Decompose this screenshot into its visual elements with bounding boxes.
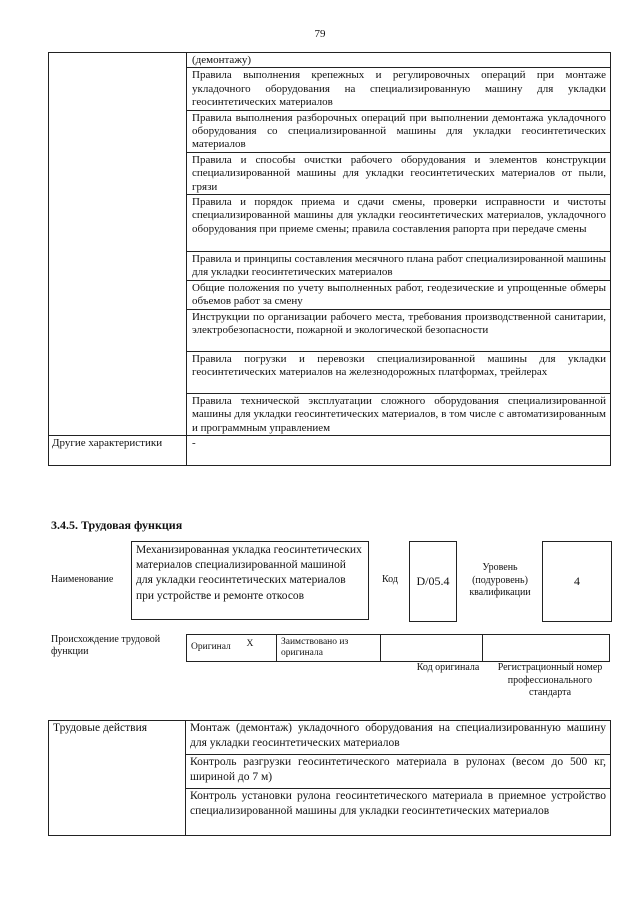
origin-table bbox=[186, 634, 610, 662]
table-cell: Правила технической эксплуатации сложного оборудования специализированной машины для укладки геосинтетических материалов, в том числе с автоматизированным и программным управлением bbox=[187, 394, 611, 436]
function-code-value: D/05.4 bbox=[409, 541, 457, 622]
table-row bbox=[49, 53, 611, 68]
other-characteristics-label: Другие характеристики bbox=[49, 436, 187, 466]
original-label: Оригинал bbox=[187, 635, 243, 662]
table-cell: Правила выполнения разборочных операций при выполнении демонтажа укладочного оборудования со специализированной машины для укладки геосинтетических материалов bbox=[187, 110, 611, 152]
original-mark: X bbox=[243, 635, 277, 662]
table-row bbox=[187, 635, 610, 662]
table-row bbox=[49, 721, 611, 755]
table-cell: Инструкции по организации рабочего места, требования производственной санитарии, электробезопасности, пожарной и экологической безопасности bbox=[187, 310, 611, 352]
borrowed-label: Заимствовано из оригинала bbox=[277, 635, 381, 662]
knowledge-table bbox=[48, 52, 611, 466]
table-cell: Правила и порядок приема и сдачи смены, проверки исправности и чистоты специализированной машины для укладки геосинтетических материалов, укладочного оборудования при приеме смены; правила составления рапорта при передаче смены bbox=[187, 195, 611, 252]
table-cell: Правила и принципы составления месячного плана работ специализированной машины для укладки геосинтетических материалов bbox=[187, 252, 611, 281]
other-characteristics-value: - bbox=[187, 436, 611, 466]
level-value: 4 bbox=[542, 541, 612, 622]
level-label: Уровень (подуровень) квалификации bbox=[469, 562, 531, 598]
actions-table bbox=[48, 720, 611, 836]
label-cell bbox=[49, 53, 187, 436]
table-cell: Общие положения по учету выполненных работ, геодезические и упрощенные обмеры объемов работ за смену bbox=[187, 281, 611, 310]
actions-label: Трудовые действия bbox=[49, 721, 186, 836]
function-name-value: Механизированная укладка геосинтетических материалов специализированной машиной для укладки геосинтетических материалов при устройстве и ремонте откосов bbox=[131, 541, 369, 620]
table-row bbox=[49, 436, 611, 466]
table-cell: (демонтажу) bbox=[187, 53, 611, 68]
table-cell: Правила и способы очистки рабочего оборудования и элементов конструкции специализированной машины для укладки геосинтетических материалов от пыли, грязи bbox=[187, 152, 611, 194]
code-caption: Код оригинала bbox=[416, 662, 480, 673]
registration-caption: Регистрационный номер профессионального стандарта bbox=[497, 662, 603, 698]
table-cell: Правила выполнения крепежных и регулировочных операций при монтаже укладочного оборудования на специализированную машину для укладки геосинтетических материалов bbox=[187, 68, 611, 110]
original-code-cell bbox=[381, 635, 483, 662]
origin-label: Происхождение трудовой функции bbox=[51, 634, 161, 657]
registration-number-cell bbox=[483, 635, 610, 662]
table-cell: Контроль разгрузки геосинтетического материала в рулонах (весом до 500 кг, шириной до 7 м) bbox=[186, 755, 611, 789]
page-number: 79 bbox=[314, 28, 326, 40]
code-label: Код bbox=[382, 574, 398, 585]
name-label: Наименование bbox=[51, 574, 114, 585]
table-cell: Правила погрузки и перевозки специализированной машины для укладки геосинтетических материалов на железнодорожных платформах, трейлерах bbox=[187, 352, 611, 394]
table-cell: Монтаж (демонтаж) укладочного оборудования на специализированную машину для укладки геосинтетических материалов bbox=[186, 721, 611, 755]
section-title: 3.4.5. Трудовая функция bbox=[51, 518, 183, 532]
table-cell: Контроль установки рулона геосинтетического материала в приемное устройство специализированной машины для укладки геосинтетических материалов bbox=[186, 789, 611, 836]
